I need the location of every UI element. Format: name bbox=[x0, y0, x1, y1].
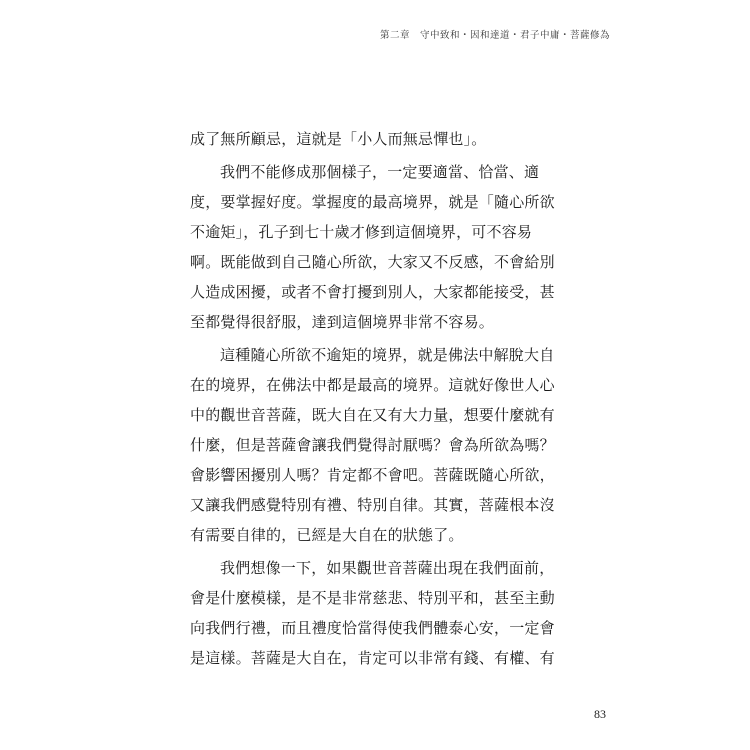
text-line: 是這樣。菩薩是大自在，肯定可以非常有錢、有權、有 bbox=[190, 649, 555, 667]
running-header: 第二章 守中致和・因和達道・君子中庸・菩薩修為 bbox=[379, 30, 610, 41]
paragraph-first-line: 這種隨心所欲不逾矩的境界，就是佛法中解脫大自 bbox=[220, 346, 555, 364]
text-line: 不逾矩」，孔子到七十歲才修到這個境界，可不容易 bbox=[190, 223, 533, 241]
text-line: 又讓我們感覺特別有禮、特別自律。其實，菩薩根本沒 bbox=[190, 496, 555, 514]
text-line: 中的觀世音菩薩，既大自在又有大力量，想要什麼就有 bbox=[190, 406, 555, 424]
text-line: 有需要自律的，已經是大自在的狀態了。 bbox=[190, 526, 464, 544]
text-line: 成了無所顧忌，這就是「小人而無忌憚也」。 bbox=[190, 130, 487, 148]
body-text bbox=[190, 124, 570, 673]
text-line: 向我們行禮，而且禮度恰當得使我們體泰心安，一定會 bbox=[190, 619, 555, 637]
page-number: 83 bbox=[594, 707, 606, 721]
paragraph-first-line: 我們不能修成那個樣子，一定要適當、恰當、適 bbox=[220, 163, 540, 181]
text-line: 在的境界，在佛法中都是最高的境界。這就好像世人心 bbox=[190, 376, 555, 394]
text-line: 至都覺得很舒服，達到這個境界非常不容易。 bbox=[190, 313, 495, 331]
text-line: 會影響困擾別人嗎？肯定都不會吧。菩薩既隨心所欲， bbox=[190, 466, 555, 484]
text-line: 會是什麼模樣，是不是非常慈悲、特別平和，甚至主動 bbox=[190, 589, 555, 607]
text-line: 人造成困擾，或者不會打擾到別人，大家都能接受，甚 bbox=[190, 283, 555, 301]
paragraph-first-line: 我們想像一下，如果觀世音菩薩出現在我們面前， bbox=[220, 559, 555, 577]
text-line: 度，要掌握好度。掌握度的最高境界，就是「隨心所欲 bbox=[190, 193, 555, 211]
text-line: 啊。既能做到自己隨心所欲，大家又不反感，不會給別 bbox=[190, 253, 555, 271]
text-line: 什麼，但是菩薩會讓我們覺得討厭嗎？會為所欲為嗎？ bbox=[190, 436, 555, 454]
